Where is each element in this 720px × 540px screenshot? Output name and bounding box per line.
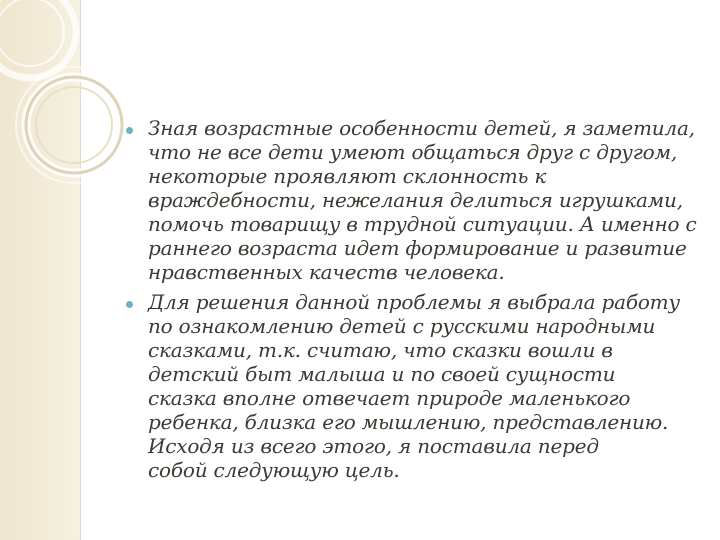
- slide-content: [122, 116, 702, 488]
- text-line: помочь товарищу в трудной ситуации. А именно с: [148, 212, 697, 236]
- text-line: Исходя из всего этого, я поставила перед: [148, 434, 599, 458]
- text-line: сказками, т.к. считаю, что сказки вошли в: [148, 338, 613, 362]
- bullet-item-solution: [122, 290, 702, 482]
- text-line: Зная возрастные особенности детей, я заметила,: [148, 116, 695, 140]
- text-line: сказка вполне отвечает природе маленького: [148, 386, 631, 410]
- bullet-dot-icon: [126, 127, 133, 134]
- bullet-item-observation: [122, 116, 702, 284]
- text-line: что не все дети умеют общаться друг с другом,: [148, 140, 677, 164]
- text-line: детский быт малыша и по своей сущности: [148, 362, 616, 386]
- text-line: нравственных качеств человека.: [148, 260, 505, 284]
- bullet-dot-icon: [126, 301, 133, 308]
- bullet-text: [148, 290, 702, 482]
- text-line: враждебности, нежелания делиться игрушками,: [148, 188, 683, 212]
- bullet-list: [122, 116, 702, 482]
- text-line: собой следующую цель.: [148, 458, 400, 482]
- text-line: по ознакомлению детей с русскими народными: [148, 314, 656, 338]
- text-line: некоторые проявляют склонность к: [148, 164, 547, 188]
- text-line: раннего возраста идет формирование и развитие: [148, 236, 687, 260]
- sidebar-divider: [80, 0, 81, 540]
- text-line: Для решения данной проблемы я выбрала работу: [148, 290, 680, 314]
- decorative-sidebar: [0, 0, 80, 540]
- text-line: ребенка, близка его мышлению, представлению.: [148, 410, 669, 434]
- bullet-text: [148, 116, 702, 284]
